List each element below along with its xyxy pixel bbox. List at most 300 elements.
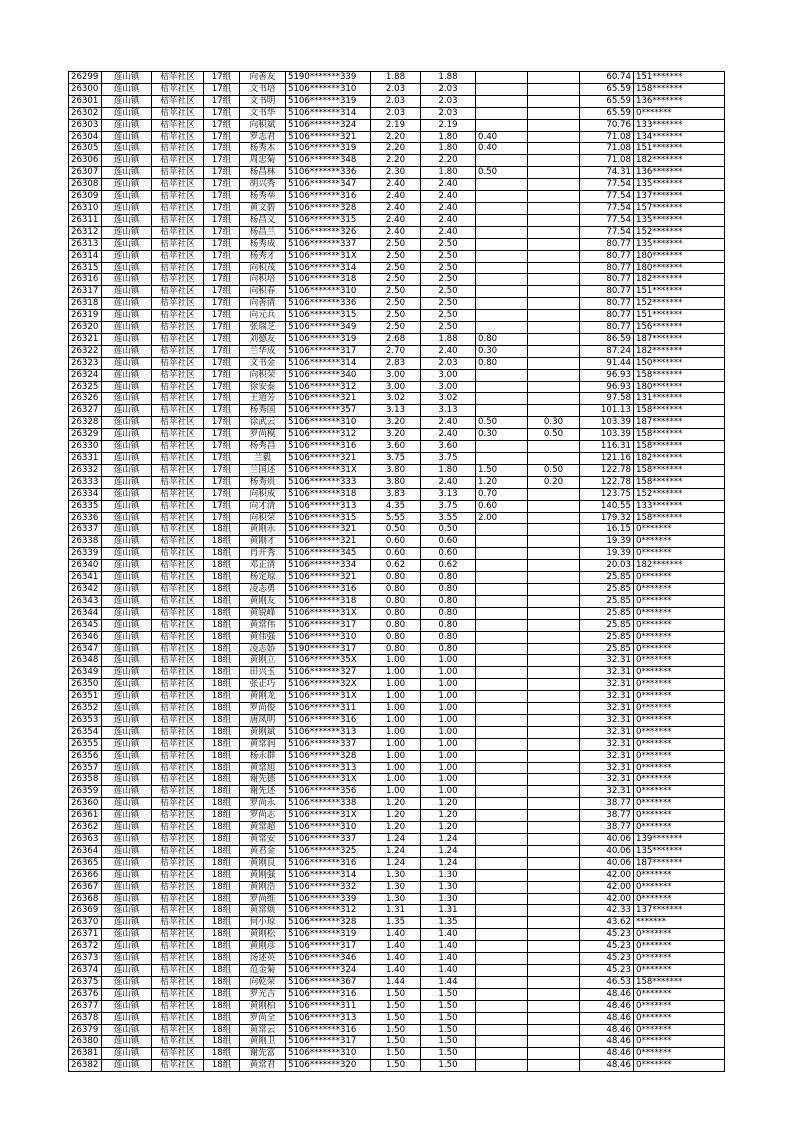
area-2-cell bbox=[476, 250, 528, 262]
phone-cell: 134******* bbox=[634, 131, 725, 143]
name-cell: 谢先述 bbox=[240, 786, 286, 798]
table-row bbox=[69, 798, 725, 810]
group-cell: 18组 bbox=[204, 536, 240, 548]
area-2-cell bbox=[476, 262, 528, 274]
name-cell: 向积茂 bbox=[240, 262, 286, 274]
phone-cell: 156******* bbox=[634, 322, 725, 334]
town-cell: 莲山镇 bbox=[102, 524, 152, 536]
group-cell: 17组 bbox=[204, 83, 240, 95]
amount-cell: 45.23 bbox=[580, 929, 634, 941]
group-cell: 18组 bbox=[204, 881, 240, 893]
town-cell: 莲山镇 bbox=[102, 262, 152, 274]
area-total-cell: 1.20 bbox=[371, 798, 421, 810]
town-cell: 莲山镇 bbox=[102, 107, 152, 119]
phone-cell: 180******* bbox=[634, 381, 725, 393]
area-1-cell: 0.80 bbox=[421, 631, 476, 643]
area-total-cell: 1.40 bbox=[371, 941, 421, 953]
area-3-cell: 0.20 bbox=[528, 476, 580, 488]
row-number: 26356 bbox=[69, 750, 102, 762]
name-cell: 兰华成 bbox=[240, 345, 286, 357]
name-cell: 杨秀举 bbox=[240, 191, 286, 203]
amount-cell: 80.77 bbox=[580, 322, 634, 334]
group-cell: 17组 bbox=[204, 72, 240, 84]
name-cell: 刘德友 bbox=[240, 333, 286, 345]
town-cell: 莲山镇 bbox=[102, 595, 152, 607]
area-1-cell: 0.80 bbox=[421, 643, 476, 655]
group-cell: 17组 bbox=[204, 345, 240, 357]
id-number-cell: 5106*******314 bbox=[286, 107, 371, 119]
id-number-cell: 5106*******31X bbox=[286, 691, 371, 703]
phone-cell: 0******* bbox=[634, 726, 725, 738]
group-cell: 18组 bbox=[204, 1036, 240, 1048]
phone-cell: 135******* bbox=[634, 214, 725, 226]
name-cell: 杨定琼 bbox=[240, 572, 286, 584]
phone-cell: 158******* bbox=[634, 476, 725, 488]
row-number: 26324 bbox=[69, 369, 102, 381]
area-total-cell: 1.00 bbox=[371, 762, 421, 774]
table-row bbox=[69, 453, 725, 465]
community-cell: 桔苹社区 bbox=[152, 369, 204, 381]
amount-cell: 77.54 bbox=[580, 214, 634, 226]
town-cell: 莲山镇 bbox=[102, 512, 152, 524]
area-1-cell: 0.80 bbox=[421, 619, 476, 631]
id-number-cell: 5106*******314 bbox=[286, 869, 371, 881]
area-total-cell: 0.80 bbox=[371, 595, 421, 607]
phone-cell: 0******* bbox=[634, 548, 725, 560]
amount-cell: 121.16 bbox=[580, 453, 634, 465]
area-2-cell bbox=[476, 869, 528, 881]
table-row bbox=[69, 202, 725, 214]
town-cell: 莲山镇 bbox=[102, 548, 152, 560]
area-2-cell bbox=[476, 929, 528, 941]
area-1-cell: 2.40 bbox=[421, 476, 476, 488]
table-row bbox=[69, 238, 725, 250]
area-total-cell: 5.55 bbox=[371, 512, 421, 524]
id-number-cell: 5106*******310 bbox=[286, 286, 371, 298]
area-3-cell bbox=[528, 226, 580, 238]
area-total-cell: 0.50 bbox=[371, 524, 421, 536]
table-row bbox=[69, 881, 725, 893]
phone-cell: 133******* bbox=[634, 500, 725, 512]
name-cell: 黄刚永 bbox=[240, 524, 286, 536]
community-cell: 桔苹社区 bbox=[152, 155, 204, 167]
area-1-cell: 3.55 bbox=[421, 512, 476, 524]
area-total-cell: 1.50 bbox=[371, 1000, 421, 1012]
id-number-cell: 5106*******357 bbox=[286, 405, 371, 417]
name-cell: 黄常润 bbox=[240, 738, 286, 750]
area-1-cell: 1.00 bbox=[421, 726, 476, 738]
town-cell: 莲山镇 bbox=[102, 929, 152, 941]
table-row bbox=[69, 83, 725, 95]
area-3-cell bbox=[528, 405, 580, 417]
id-number-cell: 5106*******317 bbox=[286, 345, 371, 357]
area-total-cell: 3.00 bbox=[371, 381, 421, 393]
phone-cell: 150******* bbox=[634, 357, 725, 369]
phone-cell: 0******* bbox=[634, 1048, 725, 1060]
area-2-cell: 1.50 bbox=[476, 464, 528, 476]
name-cell: 黄刚强 bbox=[240, 869, 286, 881]
area-3-cell bbox=[528, 798, 580, 810]
area-1-cell: 0.80 bbox=[421, 607, 476, 619]
area-2-cell bbox=[476, 548, 528, 560]
amount-cell: 48.46 bbox=[580, 1024, 634, 1036]
phone-cell: 158******* bbox=[634, 429, 725, 441]
row-number: 26339 bbox=[69, 548, 102, 560]
row-number: 26309 bbox=[69, 191, 102, 203]
area-2-cell bbox=[476, 572, 528, 584]
table-row bbox=[69, 322, 725, 334]
area-2-cell bbox=[476, 810, 528, 822]
area-1-cell: 1.00 bbox=[421, 750, 476, 762]
name-cell: 王道芳 bbox=[240, 393, 286, 405]
amount-cell: 42.00 bbox=[580, 893, 634, 905]
name-cell: 向元兵 bbox=[240, 310, 286, 322]
id-number-cell: 5106*******312 bbox=[286, 381, 371, 393]
amount-cell: 74.31 bbox=[580, 167, 634, 179]
town-cell: 莲山镇 bbox=[102, 191, 152, 203]
area-2-cell bbox=[476, 834, 528, 846]
table-row bbox=[69, 1024, 725, 1036]
area-1-cell: 1.40 bbox=[421, 964, 476, 976]
town-cell: 莲山镇 bbox=[102, 786, 152, 798]
area-3-cell bbox=[528, 560, 580, 572]
phone-cell: 0******* bbox=[634, 822, 725, 834]
row-number: 26368 bbox=[69, 893, 102, 905]
name-cell: 黄刚卫 bbox=[240, 1036, 286, 1048]
amount-cell: 116.31 bbox=[580, 441, 634, 453]
id-number-cell: 5106*******316 bbox=[286, 714, 371, 726]
amount-cell: 48.46 bbox=[580, 1012, 634, 1024]
id-number-cell: 5106*******316 bbox=[286, 857, 371, 869]
community-cell: 桔苹社区 bbox=[152, 131, 204, 143]
row-number: 26333 bbox=[69, 476, 102, 488]
community-cell: 桔苹社区 bbox=[152, 262, 204, 274]
amount-cell: 25.85 bbox=[580, 643, 634, 655]
town-cell: 莲山镇 bbox=[102, 1000, 152, 1012]
town-cell: 莲山镇 bbox=[102, 155, 152, 167]
area-1-cell: 1.80 bbox=[421, 464, 476, 476]
id-number-cell: 5106*******328 bbox=[286, 917, 371, 929]
phone-cell: 0******* bbox=[634, 1012, 725, 1024]
town-cell: 莲山镇 bbox=[102, 667, 152, 679]
phone-cell: 182******* bbox=[634, 453, 725, 465]
town-cell: 莲山镇 bbox=[102, 953, 152, 965]
phone-cell: 0******* bbox=[634, 1000, 725, 1012]
id-number-cell: 5106*******316 bbox=[286, 1024, 371, 1036]
area-total-cell: 1.44 bbox=[371, 976, 421, 988]
group-cell: 17组 bbox=[204, 274, 240, 286]
name-cell: 黄锐峰 bbox=[240, 607, 286, 619]
id-number-cell: 5106*******334 bbox=[286, 560, 371, 572]
id-number-cell: 5106*******337 bbox=[286, 834, 371, 846]
town-cell: 莲山镇 bbox=[102, 250, 152, 262]
area-1-cell: 2.40 bbox=[421, 202, 476, 214]
name-cell: 凌志勇 bbox=[240, 583, 286, 595]
phone-cell: 152******* bbox=[634, 298, 725, 310]
name-cell: 杨秀昌 bbox=[240, 441, 286, 453]
id-number-cell: 5106*******311 bbox=[286, 703, 371, 715]
amount-cell: 42.33 bbox=[580, 905, 634, 917]
area-1-cell: 0.60 bbox=[421, 536, 476, 548]
community-cell: 桔苹社区 bbox=[152, 226, 204, 238]
area-1-cell: 1.40 bbox=[421, 953, 476, 965]
id-number-cell: 5106*******313 bbox=[286, 500, 371, 512]
name-cell: 黄刚才 bbox=[240, 536, 286, 548]
row-number: 26350 bbox=[69, 679, 102, 691]
community-cell: 桔苹社区 bbox=[152, 1012, 204, 1024]
area-2-cell bbox=[476, 286, 528, 298]
row-number: 26365 bbox=[69, 857, 102, 869]
name-cell: 徐安泰 bbox=[240, 381, 286, 393]
town-cell: 莲山镇 bbox=[102, 1012, 152, 1024]
area-1-cell: 0.50 bbox=[421, 524, 476, 536]
table-body bbox=[69, 72, 725, 1072]
amount-cell: 32.31 bbox=[580, 726, 634, 738]
name-cell: 杨昌兰 bbox=[240, 226, 286, 238]
id-number-cell: 5106*******321 bbox=[286, 536, 371, 548]
area-3-cell bbox=[528, 131, 580, 143]
table-row bbox=[69, 595, 725, 607]
row-number: 26361 bbox=[69, 810, 102, 822]
area-1-cell: 2.03 bbox=[421, 83, 476, 95]
area-total-cell: 1.00 bbox=[371, 691, 421, 703]
group-cell: 17组 bbox=[204, 476, 240, 488]
town-cell: 莲山镇 bbox=[102, 95, 152, 107]
phone-cell: 158******* bbox=[634, 441, 725, 453]
area-total-cell: 1.50 bbox=[371, 1024, 421, 1036]
group-cell: 17组 bbox=[204, 512, 240, 524]
town-cell: 莲山镇 bbox=[102, 143, 152, 155]
area-total-cell: 2.50 bbox=[371, 322, 421, 334]
amount-cell: 96.93 bbox=[580, 369, 634, 381]
area-total-cell: 3.02 bbox=[371, 393, 421, 405]
amount-cell: 25.85 bbox=[580, 607, 634, 619]
name-cell: 汤述英 bbox=[240, 953, 286, 965]
name-cell: 黄常安 bbox=[240, 834, 286, 846]
area-3-cell bbox=[528, 1000, 580, 1012]
table-row bbox=[69, 607, 725, 619]
row-number: 26357 bbox=[69, 762, 102, 774]
area-1-cell: 2.40 bbox=[421, 179, 476, 191]
table-row bbox=[69, 286, 725, 298]
community-cell: 桔苹社区 bbox=[152, 536, 204, 548]
amount-cell: 19.39 bbox=[580, 536, 634, 548]
area-1-cell: 1.50 bbox=[421, 1036, 476, 1048]
area-2-cell bbox=[476, 405, 528, 417]
area-2-cell bbox=[476, 607, 528, 619]
amount-cell: 77.54 bbox=[580, 179, 634, 191]
group-cell: 17组 bbox=[204, 333, 240, 345]
group-cell: 18组 bbox=[204, 560, 240, 572]
area-3-cell bbox=[528, 83, 580, 95]
area-2-cell bbox=[476, 72, 528, 84]
area-2-cell: 0.60 bbox=[476, 500, 528, 512]
area-total-cell: 1.24 bbox=[371, 857, 421, 869]
row-number: 26327 bbox=[69, 405, 102, 417]
amount-cell: 48.46 bbox=[580, 1060, 634, 1072]
phone-cell: 0******* bbox=[634, 631, 725, 643]
town-cell: 莲山镇 bbox=[102, 869, 152, 881]
table-row bbox=[69, 774, 725, 786]
area-2-cell bbox=[476, 988, 528, 1000]
area-total-cell: 2.19 bbox=[371, 119, 421, 131]
area-3-cell bbox=[528, 95, 580, 107]
area-3-cell bbox=[528, 845, 580, 857]
town-cell: 莲山镇 bbox=[102, 655, 152, 667]
area-total-cell: 1.30 bbox=[371, 869, 421, 881]
table-row bbox=[69, 167, 725, 179]
amount-cell: 43.62 bbox=[580, 917, 634, 929]
name-cell: 兰毅 bbox=[240, 453, 286, 465]
town-cell: 莲山镇 bbox=[102, 679, 152, 691]
area-3-cell bbox=[528, 143, 580, 155]
id-number-cell: 5106*******314 bbox=[286, 357, 371, 369]
town-cell: 莲山镇 bbox=[102, 810, 152, 822]
row-number: 26317 bbox=[69, 286, 102, 298]
row-number: 26375 bbox=[69, 976, 102, 988]
group-cell: 18组 bbox=[204, 607, 240, 619]
area-1-cell: 0.62 bbox=[421, 560, 476, 572]
area-1-cell: 2.50 bbox=[421, 238, 476, 250]
phone-cell: 0******* bbox=[634, 893, 725, 905]
group-cell: 18组 bbox=[204, 917, 240, 929]
town-cell: 莲山镇 bbox=[102, 381, 152, 393]
phone-cell: 136******* bbox=[634, 95, 725, 107]
row-number: 26381 bbox=[69, 1048, 102, 1060]
id-number-cell: 5106*******321 bbox=[286, 524, 371, 536]
amount-cell: 71.08 bbox=[580, 143, 634, 155]
amount-cell: 179.32 bbox=[580, 512, 634, 524]
town-cell: 莲山镇 bbox=[102, 762, 152, 774]
amount-cell: 80.77 bbox=[580, 274, 634, 286]
table-row bbox=[69, 250, 725, 262]
area-2-cell bbox=[476, 679, 528, 691]
group-cell: 18组 bbox=[204, 834, 240, 846]
name-cell: 谢先富 bbox=[240, 1048, 286, 1060]
table-row bbox=[69, 441, 725, 453]
town-cell: 莲山镇 bbox=[102, 476, 152, 488]
area-2-cell bbox=[476, 583, 528, 595]
row-number: 26382 bbox=[69, 1060, 102, 1072]
name-cell: 罗尚全 bbox=[240, 1012, 286, 1024]
amount-cell: 140.55 bbox=[580, 500, 634, 512]
area-2-cell bbox=[476, 1000, 528, 1012]
town-cell: 莲山镇 bbox=[102, 1048, 152, 1060]
area-3-cell bbox=[528, 310, 580, 322]
community-cell: 桔苹社区 bbox=[152, 143, 204, 155]
area-2-cell bbox=[476, 845, 528, 857]
name-cell: 罗尚俊 bbox=[240, 703, 286, 715]
name-cell: 向善清 bbox=[240, 298, 286, 310]
id-number-cell: 5106*******315 bbox=[286, 214, 371, 226]
row-number: 26358 bbox=[69, 774, 102, 786]
area-2-cell: 0.40 bbox=[476, 143, 528, 155]
area-total-cell: 1.31 bbox=[371, 905, 421, 917]
area-1-cell: 1.30 bbox=[421, 869, 476, 881]
phone-cell: 158******* bbox=[634, 464, 725, 476]
area-2-cell bbox=[476, 322, 528, 334]
community-cell: 桔苹社区 bbox=[152, 274, 204, 286]
phone-cell: 158******* bbox=[634, 405, 725, 417]
amount-cell: 38.77 bbox=[580, 822, 634, 834]
community-cell: 桔苹社区 bbox=[152, 583, 204, 595]
town-cell: 莲山镇 bbox=[102, 798, 152, 810]
area-2-cell bbox=[476, 595, 528, 607]
group-cell: 18组 bbox=[204, 976, 240, 988]
area-1-cell: 1.30 bbox=[421, 893, 476, 905]
id-number-cell: 5106*******321 bbox=[286, 572, 371, 584]
area-3-cell bbox=[528, 572, 580, 584]
phone-cell: ******* bbox=[634, 917, 725, 929]
group-cell: 18组 bbox=[204, 714, 240, 726]
row-number: 26301 bbox=[69, 95, 102, 107]
row-number: 26362 bbox=[69, 822, 102, 834]
id-number-cell: 5106*******35X bbox=[286, 655, 371, 667]
area-total-cell: 1.40 bbox=[371, 929, 421, 941]
area-total-cell: 0.80 bbox=[371, 583, 421, 595]
id-number-cell: 5106*******310 bbox=[286, 631, 371, 643]
area-total-cell: 1.30 bbox=[371, 893, 421, 905]
area-1-cell: 1.00 bbox=[421, 691, 476, 703]
group-cell: 18组 bbox=[204, 1012, 240, 1024]
area-3-cell bbox=[528, 738, 580, 750]
community-cell: 桔苹社区 bbox=[152, 393, 204, 405]
amount-cell: 40.06 bbox=[580, 857, 634, 869]
area-3-cell bbox=[528, 369, 580, 381]
community-cell: 桔苹社区 bbox=[152, 881, 204, 893]
phone-cell: 0******* bbox=[634, 1060, 725, 1072]
area-total-cell: 0.60 bbox=[371, 548, 421, 560]
area-total-cell: 0.80 bbox=[371, 572, 421, 584]
group-cell: 17组 bbox=[204, 310, 240, 322]
area-total-cell: 1.20 bbox=[371, 822, 421, 834]
table-row bbox=[69, 953, 725, 965]
name-cell: 黄刚良 bbox=[240, 857, 286, 869]
id-number-cell: 5106*******321 bbox=[286, 453, 371, 465]
area-2-cell bbox=[476, 857, 528, 869]
area-3-cell bbox=[528, 512, 580, 524]
amount-cell: 122.78 bbox=[580, 464, 634, 476]
area-3-cell bbox=[528, 881, 580, 893]
table-row bbox=[69, 488, 725, 500]
town-cell: 莲山镇 bbox=[102, 333, 152, 345]
id-number-cell: 5106*******311 bbox=[286, 1000, 371, 1012]
area-2-cell bbox=[476, 774, 528, 786]
phone-cell: 0******* bbox=[634, 524, 725, 536]
table-row bbox=[69, 179, 725, 191]
community-cell: 桔苹社区 bbox=[152, 834, 204, 846]
area-2-cell bbox=[476, 119, 528, 131]
row-number: 26343 bbox=[69, 595, 102, 607]
community-cell: 桔苹社区 bbox=[152, 500, 204, 512]
community-cell: 桔苹社区 bbox=[152, 595, 204, 607]
area-3-cell bbox=[528, 976, 580, 988]
name-cell: 黄刚友 bbox=[240, 595, 286, 607]
name-cell: 向积荣 bbox=[240, 512, 286, 524]
community-cell: 桔苹社区 bbox=[152, 1036, 204, 1048]
area-1-cell: 3.13 bbox=[421, 405, 476, 417]
phone-cell: 137******* bbox=[634, 905, 725, 917]
area-2-cell bbox=[476, 655, 528, 667]
area-total-cell: 1.40 bbox=[371, 964, 421, 976]
area-total-cell: 1.20 bbox=[371, 810, 421, 822]
town-cell: 莲山镇 bbox=[102, 607, 152, 619]
group-cell: 18组 bbox=[204, 893, 240, 905]
area-total-cell: 1.00 bbox=[371, 667, 421, 679]
amount-cell: 32.31 bbox=[580, 714, 634, 726]
group-cell: 17组 bbox=[204, 107, 240, 119]
table-row bbox=[69, 214, 725, 226]
